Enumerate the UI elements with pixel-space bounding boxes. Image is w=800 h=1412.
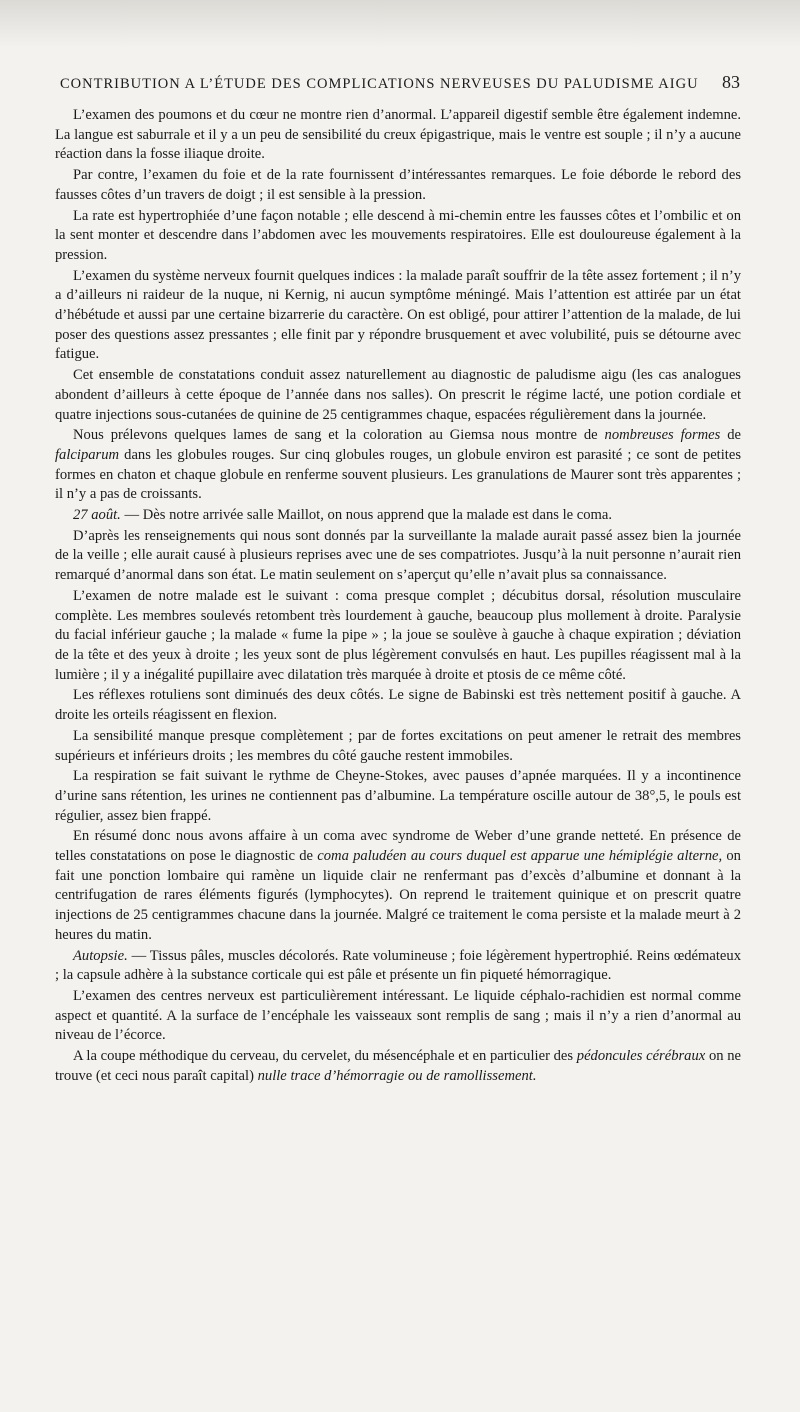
paragraph-information: D’après les renseignements qui nous sont donnés par la surveillante la malade aurait passé assez bien la journée de la veille ; elle aurait causé à plusieurs reprises avec une de ses compatriotes. Jusqu’à la nuit personne n’aurait rien remarqué d’anormal dans son état. Le matin seulement on s’aperçut qu’elle n’avait plus sa connaissance. <box>55 527 741 584</box>
section-italic-conclusion: nulle trace d’hémorragie ou de ramollissement. <box>257 1067 537 1084</box>
date-label: 27 août. <box>73 507 121 524</box>
paragraph-nervous-centers: L’examen des centres nerveux est particulièrement intéressant. Le liquide céphalo-rachidien est normal comme aspect et quantité. A la surface de l’encéphale les vaisseaux sont remplis de sang ; mais il n’y a rien d’anormal au niveau de l’écorce. <box>55 987 741 1044</box>
paragraph-autopsy <box>55 947 741 986</box>
running-header <box>60 72 740 93</box>
paragraph-exam: L’examen de notre malade est le suivant : coma presque complet ; décubitus dorsal, résolution musculaire complète. Les membres soulevés retombent très lourdement à gauche, beaucoup plus mollement à droite. Paralysie du facial inférieur gauche ; la malade « fume la pipe » ; la joue se soulève à gauche à chaque expiration ; déviation de la tête et des yeux à droite ; les yeux sont de plus légèrement convulsés en haut. Les pupilles réagissent mal à la lumière ; il y a inégalité pupillaire avec dilatation très marquée à droite et ptosis de ce même côté. <box>55 587 741 683</box>
paragraph-summary <box>55 827 741 945</box>
paragraph-section <box>55 1047 741 1086</box>
section-italic-peduncles: pédoncules cérébraux <box>576 1048 706 1065</box>
autopsy-text: — Tissus pâles, muscles décolorés. Rate volumineuse ; foie légèrement hypertrophié. Reins œdémateux ; la capsule adhère à la substance corticale qui est pâle et présente un fin piqueté hémorragique. <box>55 947 741 984</box>
section-text-b: on ne trouve (et ceci nous paraît capital) <box>55 1048 741 1084</box>
coma-text: — Dès notre arrivée salle Maillot, on nous apprend que la malade est dans le coma. <box>120 507 613 524</box>
paragraph-sensibility: La sensibilité manque presque complètement ; par de fortes excitations on peut amener le retrait des membres supérieurs et inférieurs droits ; les membres du côté gauche restent immobiles. <box>55 727 741 764</box>
paragraph-reflexes: Les réflexes rotuliens sont diminués des deux côtés. Le signe de Babinski est très nettement positif à gauche. A droite les orteils réagissent en flexion. <box>55 687 741 724</box>
page-number: 83 <box>722 72 740 92</box>
smear-text-c: dans les globules rouges. Sur cinq globules rouges, un globule environ est parasité ; ce sont de petites formes en chaton et chaque globule en renferme souvent plusieurs. Les granulations de Maurer sont très apparentes ; il n’y a pas de croissants. <box>55 446 741 503</box>
running-title: CONTRIBUTION A L’ÉTUDE DES COMPLICATIONS NERVEUSES DU PALUDISME AIGU <box>60 76 699 92</box>
summary-italic-diagnosis: coma paludéen au cours duquel est apparue une hémiplégie alterne, <box>317 848 723 865</box>
paragraph-spleen: La rate est hypertrophiée d’une façon notable ; elle descend à mi-chemin entre les fausses côtes et l’ombilic et on la sent monter et descendre dans l’abdomen avec les mouvements respiratoires. Elle est douloureuse également à la pression. <box>55 207 741 263</box>
paragraph-blood-smear <box>55 426 741 505</box>
paragraph-august-27 <box>55 506 741 526</box>
smear-italic-falciparum: falciparum <box>55 446 120 463</box>
smear-italic-forms: nombreuses formes <box>604 427 721 444</box>
paragraph-liver: Par contre, l’examen du foie et de la rate fournissent d’intéressantes remarques. Le foie déborde le rebord des fausses côtes d’un travers de doigt ; il est sensible à la pression. <box>55 167 741 203</box>
paragraph-lungs-heart: L’examen des poumons et du cœur ne montre rien d’anormal. L’appareil digestif semble être également indemne. La langue est saburrale et il y a un peu de sensibilité du creux épigastrique, mais le ventre est souple ; il n’y a aucune réaction dans la fosse iliaque droite. <box>55 107 741 163</box>
body-text <box>55 106 741 1086</box>
summary-text-b: on fait une ponction lombaire qui ramène un liquide clair ne renfermant pas d’excès d’albumine et donnant à la centrifugation de rares éléments figurés (lymphocytes). On reprend le traitement quinique et on prescrit quatre injections de 25 centigrammes chacune dans la journée. Malgré ce traitement le coma persiste et la malade meurt à 2 heures du matin. <box>55 848 741 943</box>
paragraph-nervous-system: L’examen du système nerveux fournit quelques indices : la malade paraît souffrir de la tête assez fortement ; il n’y a d’ailleurs ni raideur de la nuque, ni Kernig, ni aucun symptôme méningé. Mais l’attention est attirée par un état d’hébétude et aussi par une certaine bizarrerie du caractère. On est obligé, pour attirer l’attention de la malade, de lui poser des questions assez pressantes ; elle finit par y répondre brusquement et avec volubilité, puis se détourne avec fatigue. <box>55 267 741 363</box>
paragraph-diagnosis: Cet ensemble de constatations conduit assez naturellement au diagnostic de paludisme aigu (les cas analogues abondent d’ailleurs à cette époque de l’année dans nos salles). On prescrit le régime lacté, une potion cordiale et quatre injections sous-cutanées de quinine de 25 centigrammes chaque, espacées régulièrement dans la journée. <box>55 367 741 423</box>
smear-text-b: de <box>720 427 741 444</box>
page-top-edge <box>0 0 800 48</box>
section-text-a: A la coupe méthodique du cerveau, du cervelet, du mésencéphale et en particulier des <box>73 1048 574 1065</box>
paragraph-respiration: La respiration se fait suivant le rythme de Cheyne-Stokes, avec pauses d’apnée marquées. Il y a incontinence d’urine sans rétention, les urines ne contiennent pas d’albumine. La température oscille autour de 38°,5, le pouls est régulier, assez bien frappé. <box>55 768 741 824</box>
autopsy-label: Autopsie. <box>73 947 128 964</box>
summary-text-a: En résumé donc nous avons affaire à un coma avec syndrome de Weber d’une grande netteté. En présence de telles constatations on pose le diagnostic de <box>55 828 741 865</box>
smear-text-a: Nous prélevons quelques lames de sang et la coloration au Giemsa nous montre de <box>73 427 598 444</box>
